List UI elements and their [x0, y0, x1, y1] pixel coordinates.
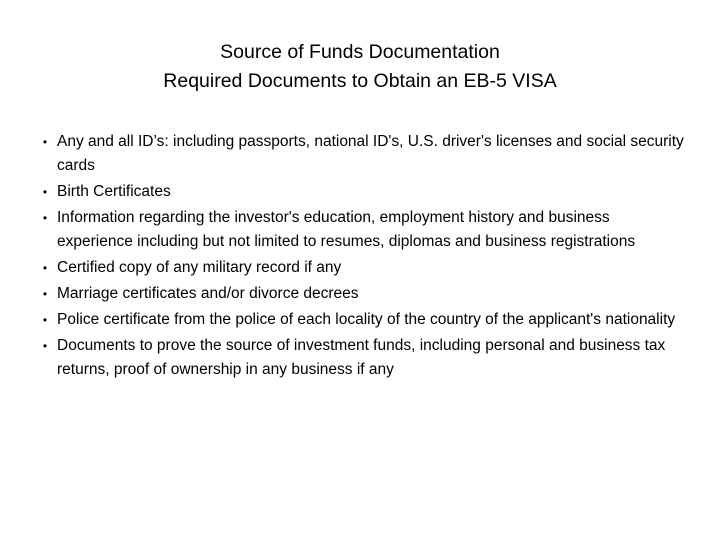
list-item-text: Police certificate from the police of each locality of the country of the applicant's nationality	[57, 311, 676, 328]
bullet-icon: •	[42, 313, 48, 327]
title-line-2: Required Documents to Obtain an EB-5 VISA	[163, 70, 557, 92]
list-item	[38, 206, 688, 254]
bullet-icon: •	[42, 211, 48, 225]
list-item-text: Marriage certificates and/or divorce decrees	[57, 285, 359, 302]
bullet-icon: •	[42, 261, 48, 275]
list-item-text: Any and all ID’s: including passports, national ID's, U.S. driver's licenses and social security cards	[57, 133, 684, 174]
list-item	[38, 130, 688, 178]
bullet-icon: •	[42, 135, 48, 149]
list-item-text: Certified copy of any military record if any	[57, 259, 342, 276]
list-item-text: Documents to prove the source of investment funds, including personal and business tax returns, proof of ownership in any business if any	[57, 337, 666, 378]
bullet-list	[38, 130, 688, 384]
list-item	[38, 308, 688, 332]
bullet-icon: •	[42, 185, 48, 199]
bullet-icon: •	[42, 287, 48, 301]
title-line-1: Source of Funds Documentation	[220, 41, 500, 63]
list-item-text: Birth Certificates	[57, 183, 171, 200]
list-item-text: Information regarding the investor's education, employment history and business experience including but not limited to resumes, diplomas and business registrations	[57, 209, 636, 250]
list-item	[38, 180, 688, 204]
bullet-icon: •	[42, 339, 48, 353]
slide-title	[0, 38, 720, 96]
list-item	[38, 256, 688, 280]
list-item	[38, 282, 688, 306]
list-item	[38, 334, 688, 382]
